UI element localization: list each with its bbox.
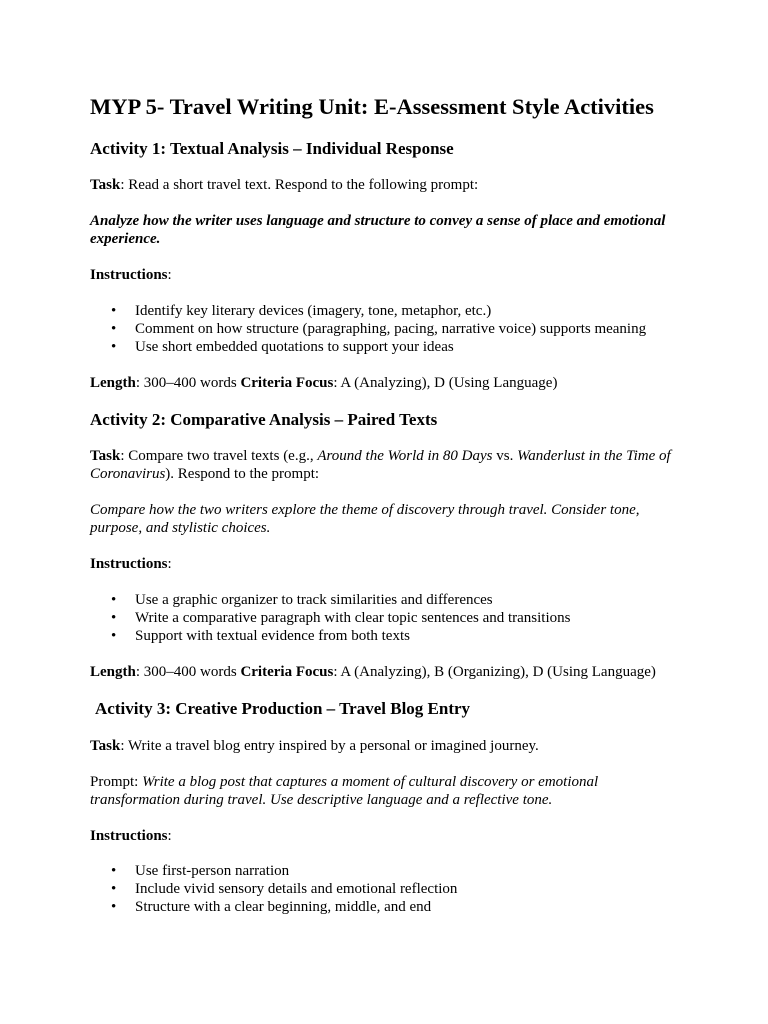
task-label: Task bbox=[90, 448, 121, 464]
activity-1-task bbox=[90, 176, 676, 194]
criteria-value: : A (Analyzing), D (Using Language) bbox=[333, 375, 558, 391]
length-label: Length bbox=[90, 664, 136, 680]
activity-3-task bbox=[90, 737, 676, 755]
bullet-icon: • bbox=[111, 339, 117, 355]
list-item-text: Support with textual evidence from both texts bbox=[135, 628, 410, 644]
activity-1-heading: Activity 1: Textual Analysis – Individual Response bbox=[90, 139, 454, 158]
length-label: Length bbox=[90, 375, 136, 391]
length-value: : 300–400 words bbox=[135, 375, 241, 391]
task-label: Task bbox=[90, 177, 121, 193]
activity-3-prompt bbox=[90, 773, 676, 809]
criteria-label: Criteria Focus bbox=[240, 375, 334, 391]
colon: : bbox=[167, 828, 172, 844]
criteria-label: Criteria Focus bbox=[240, 664, 334, 680]
list-item bbox=[90, 609, 690, 627]
list-item bbox=[90, 627, 690, 645]
activity-3-instructions-heading bbox=[90, 827, 676, 845]
activity-1-length bbox=[90, 374, 676, 392]
instructions-label: Instructions bbox=[90, 267, 168, 283]
task-label: Task bbox=[90, 738, 121, 754]
list-item-text: Comment on how structure (paragraphing, pacing, narrative voice) supports meaning bbox=[135, 321, 647, 337]
task-text: vs. bbox=[492, 448, 518, 464]
list-item-text: Write a comparative paragraph with clear topic sentences and transitions bbox=[135, 610, 571, 626]
instructions-label: Instructions bbox=[90, 556, 168, 572]
activity-2-instructions-heading bbox=[90, 555, 676, 573]
list-item bbox=[90, 302, 690, 320]
activity-1-instructions-heading bbox=[90, 266, 676, 284]
activity-2-task bbox=[90, 447, 676, 483]
activity-1-prompt: Analyze how the writer uses language and structure to convey a sense of place and emotional experience. bbox=[90, 213, 666, 247]
bullet-icon: • bbox=[111, 592, 117, 608]
list-item bbox=[90, 338, 690, 356]
bullet-icon: • bbox=[111, 321, 117, 337]
prompt-text: Write a blog post that captures a moment of cultural discovery or emotional transformation during travel. Use descriptive language and a reflective tone. bbox=[90, 774, 599, 808]
task-text: : Read a short travel text. Respond to the following prompt: bbox=[120, 177, 479, 193]
task-text: : Compare two travel texts (e.g., bbox=[120, 448, 318, 464]
list-item-text: Use a graphic organizer to track similarities and differences bbox=[135, 592, 493, 608]
activity-2-length bbox=[90, 663, 676, 681]
activity-2-heading: Activity 2: Comparative Analysis – Paired Texts bbox=[90, 410, 438, 429]
activity-2-instructions-list bbox=[90, 591, 690, 645]
list-item bbox=[90, 591, 690, 609]
list-item-text: Include vivid sensory details and emotional reflection bbox=[135, 881, 458, 897]
list-item bbox=[90, 880, 690, 898]
bullet-icon: • bbox=[111, 303, 117, 319]
list-item bbox=[90, 862, 690, 880]
activity-2-prompt: Compare how the two writers explore the theme of discovery through travel. Consider tone, purpose, and stylistic choices. bbox=[90, 502, 640, 536]
bullet-icon: • bbox=[111, 628, 117, 644]
list-item-text: Identify key literary devices (imagery, tone, metaphor, etc.) bbox=[135, 303, 492, 319]
prompt-label: Prompt: bbox=[90, 774, 143, 790]
list-item-text: Use short embedded quotations to support your ideas bbox=[135, 339, 454, 355]
length-value: : 300–400 words bbox=[135, 664, 241, 680]
list-item bbox=[90, 320, 690, 338]
list-item-text: Use first-person narration bbox=[135, 863, 290, 879]
bullet-icon: • bbox=[111, 899, 117, 915]
list-item-text: Structure with a clear beginning, middle, and end bbox=[135, 899, 432, 915]
text-title-2: Wanderlust in the Time of Coronavirus bbox=[90, 448, 671, 482]
bullet-icon: • bbox=[111, 610, 117, 626]
colon: : bbox=[167, 267, 172, 283]
activity-3-heading: Activity 3: Creative Production – Travel Blog Entry bbox=[95, 699, 471, 718]
colon: : bbox=[167, 556, 172, 572]
task-text: ). Respond to the prompt: bbox=[165, 466, 320, 482]
activity-3-instructions-list bbox=[90, 862, 690, 916]
instructions-label: Instructions bbox=[90, 828, 168, 844]
bullet-icon: • bbox=[111, 863, 117, 879]
page-title: MYP 5- Travel Writing Unit: E-Assessment Style Activities bbox=[90, 94, 654, 119]
activity-1-instructions-list bbox=[90, 302, 690, 356]
text-title-1: Around the World in 80 Days bbox=[317, 448, 493, 464]
bullet-icon: • bbox=[111, 881, 117, 897]
criteria-value: : A (Analyzing), B (Organizing), D (Using Language) bbox=[333, 664, 656, 680]
task-text: : Write a travel blog entry inspired by a personal or imagined journey. bbox=[120, 738, 539, 754]
list-item bbox=[90, 898, 690, 916]
